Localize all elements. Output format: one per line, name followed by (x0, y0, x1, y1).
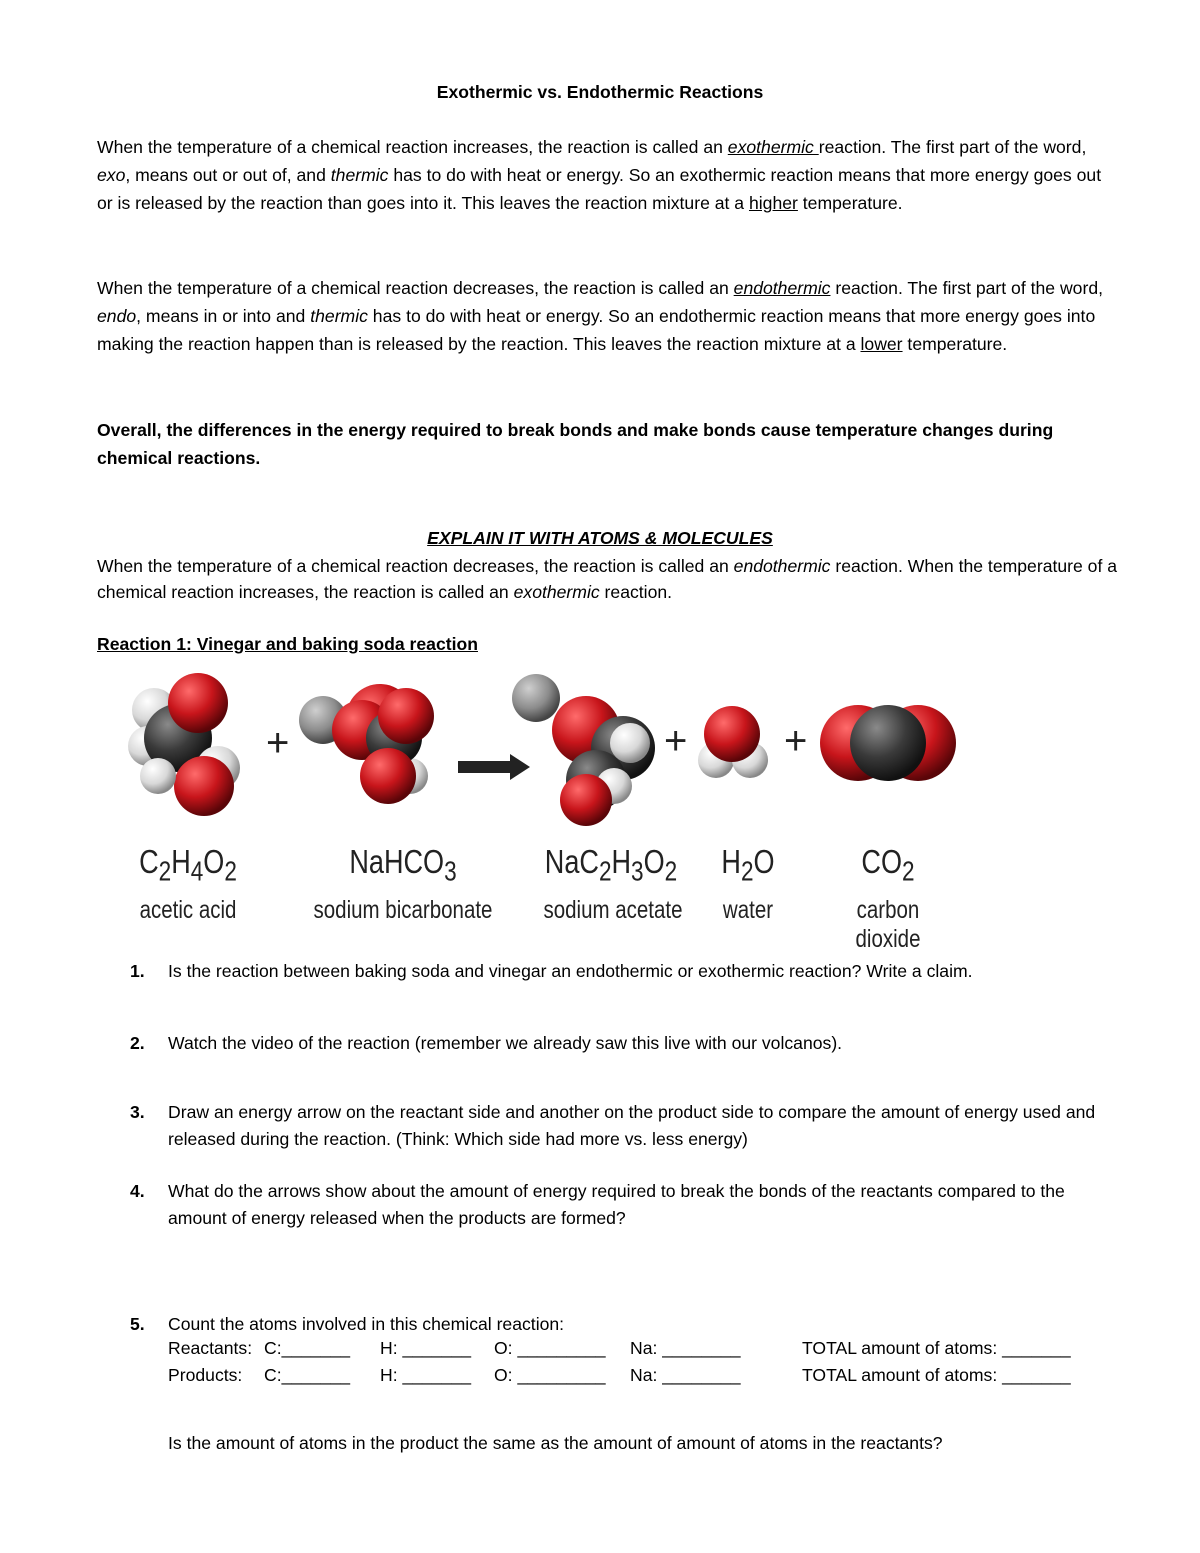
formula-sodium-bicarbonate (337, 843, 468, 888)
question-number: 2. (130, 1033, 145, 1053)
question-number: 3. (130, 1102, 145, 1122)
products-label: Products: (168, 1365, 243, 1385)
name-sodium-acetate: sodium acetate (543, 896, 683, 924)
reactants-count-row (168, 1338, 1128, 1365)
formula-text: NaHCO (349, 843, 445, 880)
name-water: water (722, 896, 774, 924)
keyword-higher: higher (748, 193, 798, 214)
formula-water (707, 843, 789, 888)
oxygen-atom (704, 706, 760, 762)
oxygen-atom (360, 748, 416, 804)
plus-sign: + (266, 721, 290, 765)
text-run: , means in or into and (136, 306, 311, 327)
prefix-endo: endo (97, 306, 137, 327)
formula-text: H (171, 843, 191, 880)
question-text: Count the atoms involved in this chemical reaction: (168, 1314, 565, 1334)
exothermic-paragraph (97, 133, 1119, 218)
reaction-figure (118, 668, 968, 953)
name-carbon-dioxide: carbon dioxide (855, 896, 921, 953)
formula-text: C (139, 843, 159, 880)
text-run: has to do with heat or energy. So an endothermic reaction means that more energy goes into making the reaction happen than is released by the reaction. This leaves the reaction mixture at a (97, 306, 1096, 355)
products-oxygen-blank[interactable]: O: _________ (494, 1365, 606, 1385)
formula-subscript: 3 (631, 855, 644, 887)
question-4 (130, 1178, 1120, 1232)
reactants-oxygen-blank[interactable]: O: _________ (494, 1338, 606, 1358)
question-text: Watch the video of the reaction (remember we already saw this live with our volcanos). (168, 1033, 843, 1053)
formula-acetic-acid (139, 843, 237, 888)
root-thermic: thermic (310, 306, 368, 327)
hydrogen-atom (610, 723, 650, 763)
formula-subscript: 2 (664, 855, 678, 887)
term-endothermic: endothermic (733, 278, 831, 298)
text-run: reaction. The first part of the word, (830, 278, 1103, 298)
formula-subscript: 2 (902, 855, 915, 887)
products-carbon-blank[interactable]: C:_______ (264, 1365, 351, 1385)
text-run: When the temperature of a chemical reaction increases, the reaction is called an (97, 137, 728, 157)
term-exothermic: exothermic (727, 137, 819, 157)
reactants-total-blank[interactable]: TOTAL amount of atoms: _______ (802, 1338, 1071, 1358)
explain-heading: EXPLAIN IT WITH ATOMS & MOLECULES (427, 528, 773, 548)
carbon-dioxide-model (820, 705, 956, 781)
prefix-exo: exo (97, 165, 126, 186)
plus-sign: + (664, 719, 688, 763)
formula-text: H (611, 843, 632, 880)
text-run: reaction. When the temperature of a chemical reaction increases, the reaction is called an (97, 556, 1118, 602)
explain-paragraph (97, 553, 1119, 605)
question-3 (130, 1099, 1120, 1153)
reactants-hydrogen-blank[interactable]: H: _______ (380, 1338, 471, 1358)
formula-subscript: 2 (158, 855, 172, 887)
formula-text: O (643, 843, 665, 880)
plus-sign: + (784, 719, 808, 763)
question-text: Is the reaction between baking soda and vinegar an endothermic or exothermic reaction? Write a claim. (168, 961, 973, 981)
text-run: has to do with heat or energy. So an exothermic reaction means that more energy goes out or is released by the reaction than goes into it. This leaves the reaction mixture at a (97, 165, 1102, 214)
reaction-arrow (458, 754, 530, 780)
text-run: , means out or out of, and (125, 165, 331, 186)
carbon-atom (850, 705, 926, 781)
products-sodium-blank[interactable]: Na: ________ (630, 1365, 741, 1385)
endothermic-paragraph (97, 274, 1119, 359)
question-text: Draw an energy arrow on the reactant side and another on the product side to compare the amount of energy used and released during the reaction. (Think: Which side had more vs. less energy) (168, 1102, 1096, 1149)
text-run: temperature. (902, 334, 1008, 355)
arrow-head (510, 754, 530, 780)
molecule-models (118, 668, 968, 838)
question-number: 4. (130, 1181, 145, 1201)
formula-subscript: 2 (224, 855, 237, 887)
text-run: When the temperature of a chemical reaction decreases, the reaction is called an (97, 278, 734, 298)
question-number: 5. (130, 1314, 145, 1334)
products-count-row (168, 1365, 1128, 1392)
hydrogen-atom (140, 758, 176, 794)
question-number: 1. (130, 961, 145, 981)
sodium-acetate-model (512, 674, 655, 826)
oxygen-atom (378, 688, 434, 744)
products-hydrogen-blank[interactable]: H: _______ (380, 1365, 471, 1385)
root-thermic: thermic (330, 165, 389, 186)
oxygen-atom (560, 774, 612, 826)
oxygen-atom (174, 756, 234, 816)
question-1 (130, 958, 1120, 985)
sodium-bicarbonate-model (299, 684, 434, 804)
page-title: Exothermic vs. Endothermic Reactions (436, 82, 764, 102)
formula-text: NaC (544, 843, 599, 880)
question-text: What do the arrows show about the amount of energy required to break the bonds of the reactants compared to the amount of energy released when the products are formed? (168, 1181, 1065, 1228)
sodium-atom (512, 674, 560, 722)
formula-text: CO (861, 843, 903, 880)
formula-subscript: 2 (740, 855, 754, 887)
reactants-sodium-blank[interactable]: Na: ________ (630, 1338, 741, 1358)
reaction-heading: Reaction 1: Vinegar and baking soda reaction (97, 634, 478, 654)
question-2 (130, 1030, 1120, 1057)
term-endothermic: endothermic (733, 556, 831, 576)
formula-text: H (721, 843, 741, 880)
keyword-lower: lower (860, 334, 903, 355)
formula-sodium-acetate (541, 843, 680, 888)
acetic-acid-model (128, 673, 240, 816)
formula-carbon-dioxide (839, 843, 937, 888)
formula-subscript: 3 (444, 855, 457, 887)
text-run: When the temperature of a chemical reaction decreases, the reaction is called an (97, 556, 734, 576)
final-question: Is the amount of atoms in the product the same as the amount of amount of atoms in the reactants? (168, 1433, 943, 1453)
summary-statement: Overall, the differences in the energy required to break bonds and make bonds cause temperature changes during chemical reactions. (97, 420, 1054, 469)
text-run: reaction. The first part of the word, (818, 137, 1087, 157)
formula-text: O (753, 843, 775, 880)
term-exothermic: exothermic (513, 582, 600, 602)
text-run: reaction. (599, 582, 673, 602)
name-sodium-bicarbonate: sodium bicarbonate (313, 896, 493, 924)
formula-text: O (203, 843, 225, 880)
reactants-label: Reactants: (168, 1338, 253, 1358)
oxygen-atom (168, 673, 228, 733)
text-run: temperature. (797, 193, 903, 214)
formula-subscript: 4 (190, 855, 204, 887)
reactants-carbon-blank[interactable]: C:_______ (264, 1338, 351, 1358)
arrow-shaft (458, 761, 514, 773)
question-5 (130, 1311, 1120, 1338)
products-total-blank[interactable]: TOTAL amount of atoms: _______ (802, 1365, 1071, 1385)
formula-subscript: 2 (598, 855, 612, 887)
water-model (698, 706, 768, 778)
name-acetic-acid: acetic acid (139, 896, 237, 924)
